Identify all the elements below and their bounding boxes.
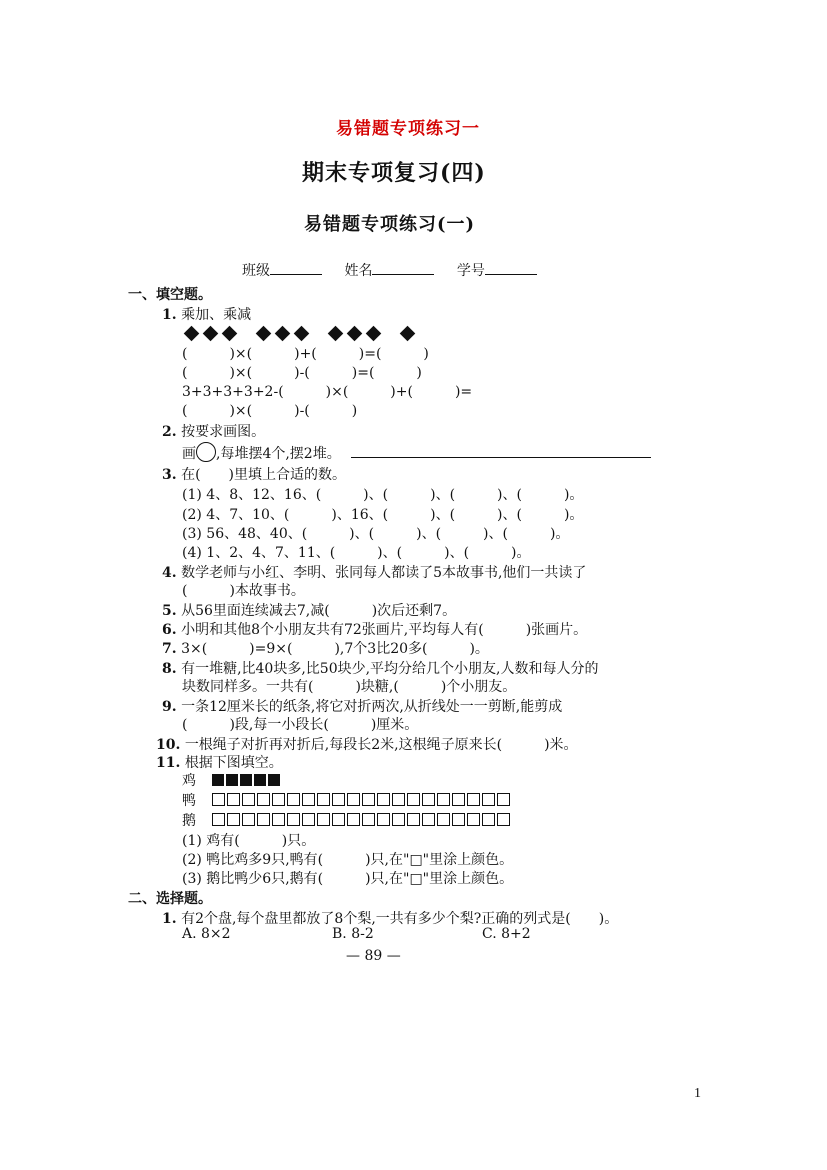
q11-sub-1: (1) 鸡有( )只。 <box>182 833 316 849</box>
section-title: 一、填空题。 <box>128 287 212 303</box>
q1-line-3: 3+3+3+3+2-( )×( )+( )= <box>182 384 473 400</box>
option-b: B. 8-2 <box>332 926 374 942</box>
diamond-icon <box>184 326 200 342</box>
diamond-group <box>398 324 417 343</box>
diamond-icon <box>222 326 238 342</box>
class-blank <box>270 262 322 275</box>
empty-square-icon <box>392 813 405 826</box>
circle-icon <box>196 442 216 462</box>
q3-line-1: (1) 4、8、12、16、( )、( )、( )、( )。 <box>182 487 584 503</box>
q3-line-2: (2) 4、7、10、( )、16、( )、( )、( )。 <box>182 507 584 523</box>
empty-square-icon <box>497 813 510 826</box>
empty-square-icon <box>482 793 495 806</box>
diamond-icon <box>256 326 272 342</box>
id-blank <box>485 262 537 275</box>
empty-square-icon <box>272 813 285 826</box>
q1-line-1: ( )×( )+( )=( ) <box>182 346 429 362</box>
chicken-label: 鸡 <box>182 773 196 789</box>
duck-boxes <box>212 793 512 809</box>
diamond-icon <box>366 326 382 342</box>
empty-square-icon <box>317 813 330 826</box>
empty-square-icon <box>302 793 315 806</box>
q4-line-2: ( )本故事书。 <box>182 583 305 599</box>
empty-square-icon <box>242 793 255 806</box>
diamond-group <box>254 324 311 343</box>
empty-square-icon <box>227 813 240 826</box>
q11-sub-3: (3) 鹅比鸭少6只,鹅有( )只,在"□"里涂上颜色。 <box>182 871 514 887</box>
empty-square-icon <box>287 813 300 826</box>
diamond-group <box>182 324 239 343</box>
question-1: 1. 乘加、乘减 <box>162 307 252 323</box>
q1-line-4: ( )×( )-( ) <box>182 403 358 419</box>
filled-square-icon <box>240 774 252 786</box>
duck-row <box>182 790 512 810</box>
filled-square-icon <box>254 774 266 786</box>
question-6: 6. 小明和其他8个小朋友共有72张画片,平均每人有( )张画片。 <box>162 622 588 638</box>
sub-title: 易错题专项练习(一) <box>304 214 476 235</box>
empty-square-icon <box>362 793 375 806</box>
drawing-line <box>351 455 651 458</box>
empty-square-icon <box>452 793 465 806</box>
empty-square-icon <box>467 793 480 806</box>
chicken-row <box>182 770 282 790</box>
empty-square-icon <box>437 813 450 826</box>
empty-square-icon <box>257 813 270 826</box>
filled-square-icon <box>268 774 280 786</box>
diamond-icon <box>275 326 291 342</box>
question-2: 2. 按要求画图。 <box>162 424 266 440</box>
question-9: 9. 一条12厘米长的纸条,将它对折两次,从折线处一一剪断,能剪成 <box>162 699 563 715</box>
name-blank <box>372 262 434 275</box>
empty-square-icon <box>272 793 285 806</box>
q11-sub-2: (2) 鸭比鸡多9只,鸭有( )只,在"□"里涂上颜色。 <box>182 852 514 868</box>
empty-square-icon <box>362 813 375 826</box>
chicken-blocks <box>212 773 282 789</box>
question-10: 10. 一根绳子对折再对折后,每段长2米,这根绳子原来长( )米。 <box>156 737 578 753</box>
id-label: 学号 <box>456 263 485 279</box>
empty-square-icon <box>302 813 315 826</box>
filled-square-icon <box>226 774 238 786</box>
class-label: 班级 <box>242 263 270 279</box>
q3-line-3: (3) 56、48、40、( )、( )、( )、( )。 <box>182 526 570 542</box>
goose-row <box>182 810 512 830</box>
name-label: 姓名 <box>344 263 373 279</box>
q8-line-2: 块数同样多。一共有( )块糖,( )个小朋友。 <box>182 679 517 695</box>
empty-square-icon <box>482 813 495 826</box>
empty-square-icon <box>392 793 405 806</box>
book-page-number: — 89 — <box>346 948 401 964</box>
red-title: 易错题专项练习一 <box>336 119 480 139</box>
diamond-group <box>326 324 383 343</box>
question-8: 8. 有一堆糖,比40块多,比50块少,平均分给几个小朋友,人数和每人分的 <box>162 661 599 677</box>
question-7: 7. 3×( )=9×( ),7个3比20多( )。 <box>162 641 489 657</box>
diamond-icon <box>328 326 344 342</box>
diamond-icon <box>347 326 363 342</box>
empty-square-icon <box>347 793 360 806</box>
student-info-row <box>242 260 537 280</box>
diamond-icon <box>203 326 219 342</box>
option-c: C. 8+2 <box>482 926 531 942</box>
diamond-icon <box>400 326 416 342</box>
empty-square-icon <box>212 813 225 826</box>
empty-square-icon <box>407 793 420 806</box>
question-11: 11. 根据下图填空。 <box>156 755 283 771</box>
empty-square-icon <box>452 813 465 826</box>
empty-square-icon <box>257 793 270 806</box>
diamond-icon <box>294 326 310 342</box>
empty-square-icon <box>287 793 300 806</box>
goose-boxes <box>212 813 512 829</box>
choice-question-1: 1. 有2个盘,每个盘里都放了8个梨,一共有多少个梨?正确的列式是( )。 <box>162 911 619 927</box>
empty-square-icon <box>467 813 480 826</box>
filled-square-icon <box>212 774 224 786</box>
empty-square-icon <box>377 793 390 806</box>
q2-draw-row: 画 ,每堆摆4个,摆2堆。 <box>182 442 651 463</box>
empty-square-icon <box>422 793 435 806</box>
empty-square-icon <box>332 793 345 806</box>
empty-square-icon <box>347 813 360 826</box>
duck-label: 鸭 <box>182 793 196 809</box>
question-3: 3. 在( )里填上合适的数。 <box>162 467 347 483</box>
empty-square-icon <box>377 813 390 826</box>
main-title: 期末专项复习(四) <box>302 160 486 186</box>
empty-square-icon <box>212 793 225 806</box>
empty-square-icon <box>422 813 435 826</box>
section-title: 二、选择题。 <box>128 891 212 907</box>
empty-square-icon <box>407 813 420 826</box>
q9-line-2: ( )段,每一小段长( )厘米。 <box>182 717 419 733</box>
option-a: A. 8×2 <box>182 926 231 942</box>
empty-square-icon <box>227 793 240 806</box>
empty-square-icon <box>437 793 450 806</box>
question-4: 4. 数学老师与小红、李明、张同每人都读了5本故事书,他们一共读了 <box>162 565 587 581</box>
empty-square-icon <box>242 813 255 826</box>
question-5: 5. 从56里面连续减去7,减( )次后还剩7。 <box>162 603 457 619</box>
page-number: 1 <box>694 1086 701 1101</box>
empty-square-icon <box>332 813 345 826</box>
diamond-groups <box>182 324 427 343</box>
goose-label: 鹅 <box>182 813 196 829</box>
empty-square-icon <box>497 793 510 806</box>
empty-square-icon <box>317 793 330 806</box>
q1-line-2: ( )×( )-( )=( ) <box>182 365 422 381</box>
q3-line-4: (4) 1、2、4、7、11、( )、( )、( )。 <box>182 545 531 561</box>
